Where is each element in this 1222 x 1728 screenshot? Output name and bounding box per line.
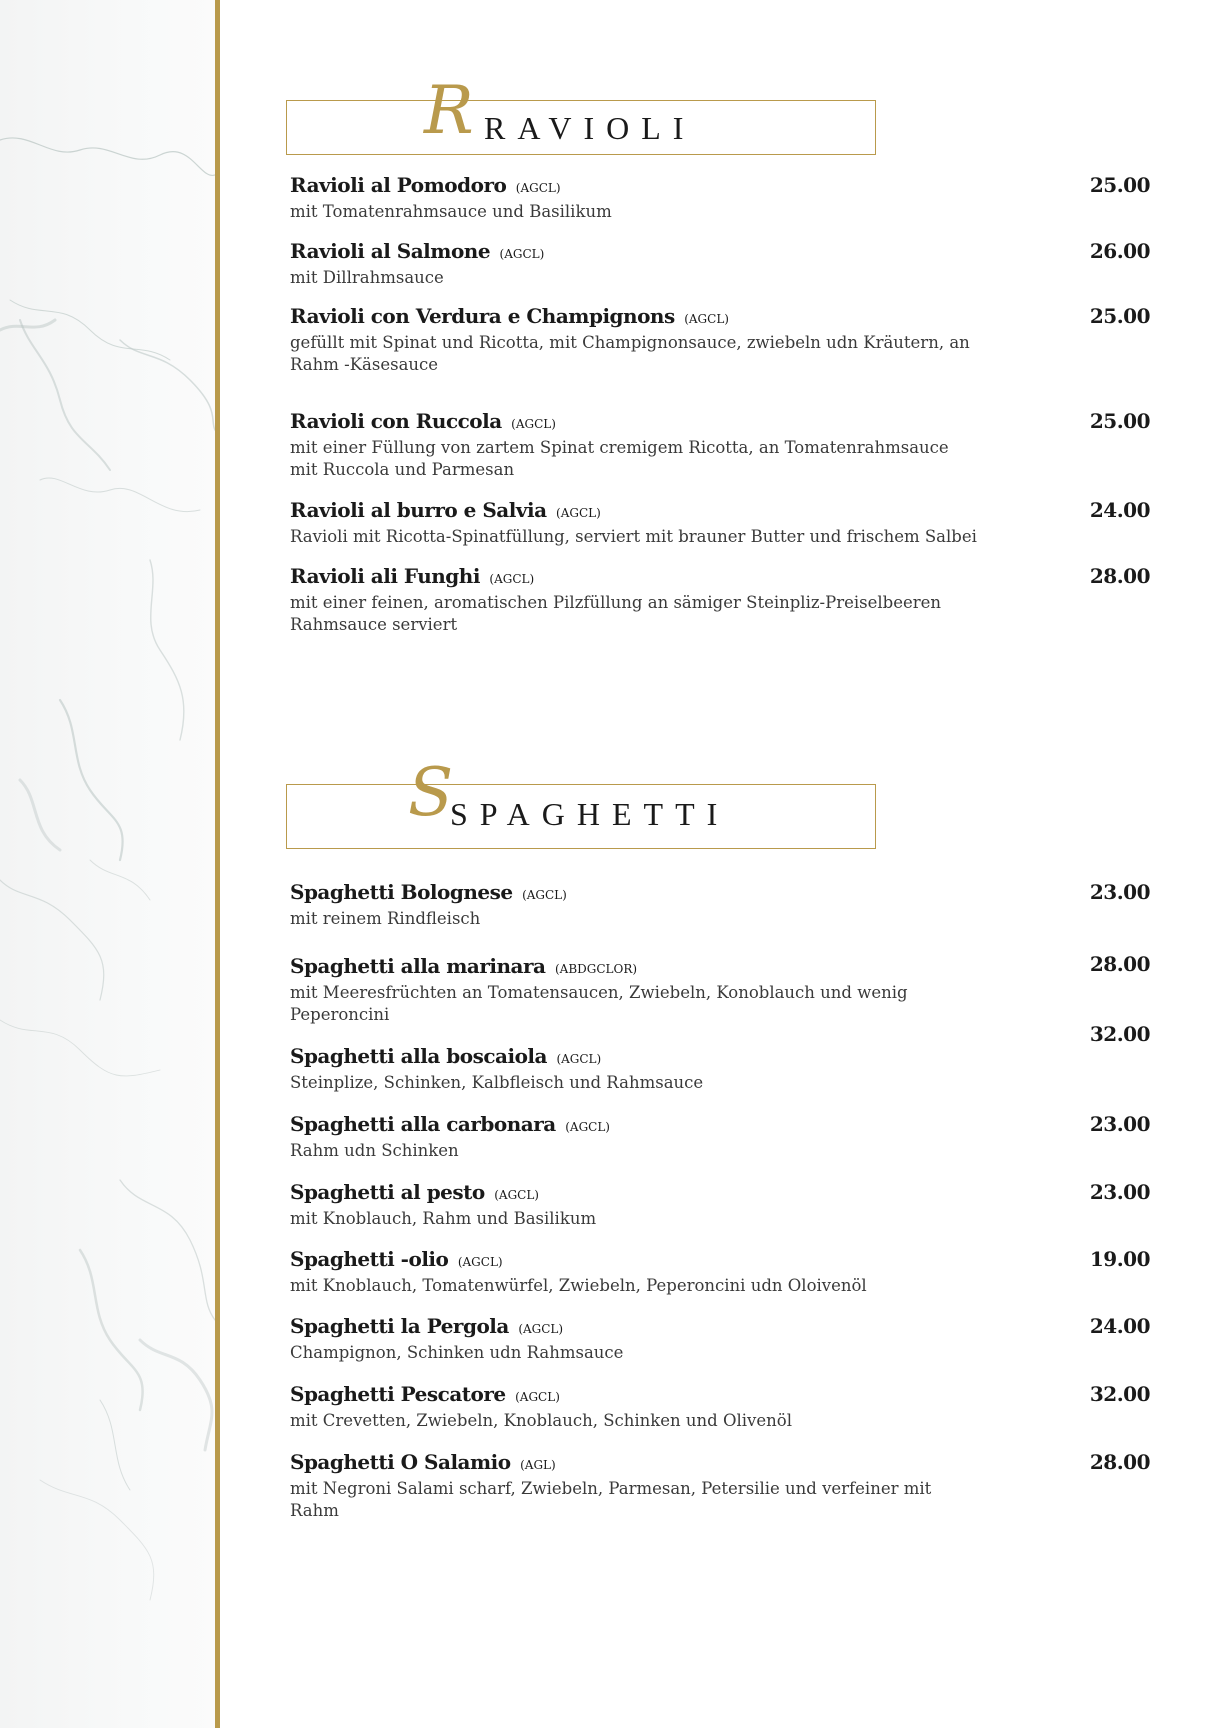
menu-item: [290, 1381, 1150, 1432]
menu-item: [290, 172, 1150, 223]
menu-item-price: 24.00: [1089, 498, 1150, 522]
menu-item-name: [290, 879, 1150, 908]
menu-item-title: Spaghetti Bolognese: [290, 880, 513, 904]
menu-item-title: Spaghetti la Pergola: [290, 1314, 509, 1338]
menu-item-allergens: (AGCL): [499, 247, 545, 261]
menu-item-title: Spaghetti alla carbonara: [290, 1112, 556, 1136]
gold-divider-line: [215, 0, 220, 1728]
menu-item-name: [290, 1449, 1150, 1478]
menu-item-description: mit Knoblauch, Tomatenwürfel, Zwiebeln, Peperoncini udn Oloivenöl: [290, 1276, 867, 1295]
menu-item-price: 23.00: [1089, 1180, 1150, 1204]
spaghetti-header-initial: S: [408, 754, 454, 831]
menu-item: [290, 1022, 1150, 1094]
menu-item-description: Ravioli mit Ricotta-Spinatfüllung, serviert mit brauner Butter und frischem Salbei: [290, 527, 977, 546]
menu-item-title: Spaghetti alla boscaiola: [290, 1044, 547, 1068]
menu-item-name: [290, 1043, 1150, 1072]
menu-item-allergens: (AGCL): [522, 888, 567, 902]
menu-item-name: [290, 1111, 1150, 1140]
menu-item-title: Ravioli ali Funghi: [290, 564, 480, 588]
menu-item-price: 25.00: [1089, 173, 1150, 197]
menu-item-name: [290, 1179, 1150, 1208]
menu-item-price: 26.00: [1089, 239, 1150, 263]
menu-item-title: Spaghetti O Salamio: [290, 1450, 511, 1474]
menu-item-description: Steinplize, Schinken, Kalbfleisch und Rahmsauce: [290, 1073, 704, 1092]
menu-item-price: 25.00: [1089, 304, 1150, 328]
menu-item-allergens: (AGCL): [684, 312, 729, 326]
menu-item-allergens: (AGL): [520, 1458, 556, 1472]
menu-item-allergens: (AGCL): [556, 506, 601, 520]
menu-item-description: mit Knoblauch, Rahm und Basilikum: [290, 1209, 597, 1228]
menu-item-name: [290, 953, 1150, 982]
menu-item-allergens: (AGCL): [556, 1052, 602, 1066]
menu-item-name: [290, 1313, 1150, 1342]
menu-item-title: Ravioli con Verdura e Champignons: [290, 304, 675, 328]
menu-item-description: mit einer feinen, aromatischen Pilzfüllung an sämiger Steinpliz-Preiselbeeren Rahmsauce serviert: [290, 593, 942, 634]
menu-item-price: 19.00: [1089, 1247, 1150, 1271]
menu-item-price: 28.00: [1089, 1450, 1150, 1474]
menu-item-description: mit Crevetten, Zwiebeln, Knoblauch, Schinken und Olivenöl: [290, 1411, 792, 1430]
menu-item-allergens: (AGCL): [518, 1322, 564, 1336]
menu-item-price: 32.00: [1089, 1382, 1150, 1406]
menu-item-allergens: (AGCL): [515, 1390, 560, 1404]
menu-item-price: 25.00: [1089, 409, 1150, 433]
menu-item-price: 23.00: [1089, 880, 1150, 904]
menu-item-title: Ravioli al Salmone: [290, 239, 491, 263]
ravioli-header-initial: R: [424, 72, 474, 149]
menu-item: [290, 303, 1150, 376]
menu-item: [290, 238, 1150, 289]
menu-item: [290, 408, 1150, 481]
menu-item-title: Ravioli con Ruccola: [290, 409, 502, 433]
menu-item: [290, 563, 1150, 636]
menu-item-name: [290, 408, 1150, 437]
menu-item-title: Spaghetti -olio: [290, 1247, 449, 1271]
menu-item-name: [290, 238, 1150, 267]
menu-item-title: Spaghetti Pescatore: [290, 1382, 506, 1406]
menu-item-description: Rahm udn Schinken: [290, 1141, 459, 1160]
menu-item-name: [290, 1381, 1150, 1410]
menu-item-allergens: (AGCL): [457, 1255, 503, 1269]
menu-item-name: [290, 303, 1150, 332]
menu-item-title: Spaghetti alla marinara: [290, 954, 546, 978]
menu-item-title: Spaghetti al pesto: [290, 1180, 485, 1204]
spaghetti-header-title: SPAGHETTI: [450, 796, 730, 832]
menu-item-description: mit Tomatenrahmsauce und Basilikum: [290, 202, 612, 221]
menu-item-price: 28.00: [1089, 952, 1150, 976]
menu-item-name: [290, 563, 1150, 592]
menu-item-allergens: (AGCL): [494, 1188, 539, 1202]
menu-item: [290, 1449, 1150, 1522]
menu-item-description: mit Meeresfrüchten an Tomatensaucen, Zwiebeln, Konoblauch und wenig Peperoncini: [290, 983, 908, 1024]
menu-item-description: mit Dillrahmsauce: [290, 268, 444, 287]
menu-item: [290, 1179, 1150, 1230]
menu-item-allergens: (AGCL): [515, 181, 561, 195]
menu-item: [290, 1313, 1150, 1364]
menu-item-title: Ravioli al Pomodoro: [290, 173, 507, 197]
menu-item-price: 23.00: [1089, 1112, 1150, 1136]
menu-item-price: 28.00: [1089, 564, 1150, 588]
menu-item-price: 24.00: [1089, 1314, 1150, 1338]
ravioli-header-title: RAVIOLI: [484, 110, 696, 146]
marble-side-panel: [0, 0, 215, 1728]
menu-item-name: [290, 1246, 1150, 1275]
menu-item-allergens: (AGCL): [489, 572, 535, 586]
menu-item: [290, 879, 1150, 930]
menu-item-name: [290, 497, 1150, 526]
menu-item-description: gefüllt mit Spinat und Ricotta, mit Champignonsauce, zwiebeln udn Kräutern, an Rahm -Käsesauce: [290, 333, 970, 374]
menu-item-description: mit reinem Rindfleisch: [290, 909, 481, 928]
menu-item: [290, 1246, 1150, 1297]
menu-item-name: [290, 172, 1150, 201]
menu-item-allergens: (AGCL): [565, 1120, 610, 1134]
menu-item: [290, 497, 1150, 548]
menu-item-title: Ravioli al burro e Salvia: [290, 498, 547, 522]
menu-item: [290, 953, 1150, 1026]
menu-item: [290, 1111, 1150, 1162]
menu-item-description: mit Negroni Salami scharf, Zwiebeln, Parmesan, Petersilie und verfeiner mit Rahm: [290, 1479, 932, 1520]
menu-item-description: mit einer Füllung von zartem Spinat cremigem Ricotta, an Tomatenrahmsauce mit Ruccola und Parmesan: [290, 438, 949, 479]
menu-item-price: 32.00: [1089, 1022, 1150, 1046]
menu-item-description: Champignon, Schinken udn Rahmsauce: [290, 1343, 624, 1362]
menu-item-allergens: (ABDGCLOR): [554, 962, 638, 976]
menu-item-allergens: (AGCL): [511, 417, 556, 431]
